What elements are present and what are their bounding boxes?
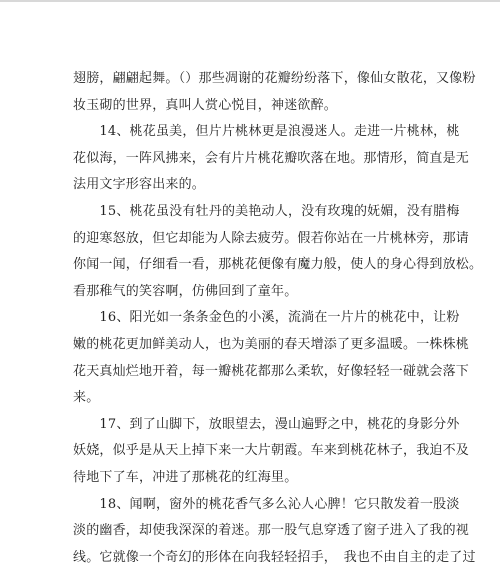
text-line: 花天真灿烂地开着，每一瓣桃花都那么柔软，好像轻轻一碰就会落下 (73, 359, 427, 386)
text-line: 待地下了车，冲进了那桃花的红海里。 (73, 465, 427, 492)
text-line: 线。它就像一个奇幻的形体在向我轻轻招手， 我也不由自主的走了过 (73, 545, 427, 571)
paragraph-14 (73, 119, 427, 199)
text-line: 妖娆，似乎是从天上掉下来一大片朝霞。车来到桃花林子，我迫不及 (73, 438, 427, 465)
text-line: 18、闻啊，窗外的桃花香气多么沁人心脾！它只散发着一股淡 (73, 492, 427, 519)
paragraph-fragment-intro (73, 66, 427, 119)
article-body (73, 66, 427, 571)
text-line: 看那稚气的笑容啊，仿佛回到了童年。 (73, 279, 427, 306)
text-line: 法用文字形容出来的。 (73, 172, 427, 199)
text-line: 14、桃花虽美，但片片桃林更是浪漫迷人。走进一片桃林，桃 (73, 119, 427, 146)
paragraph-17 (73, 412, 427, 492)
text-line: 你闻一闻，仔细看一看，那桃花便像有魔力般，使人的身心得到放松。 (73, 252, 427, 279)
paragraph-16 (73, 305, 427, 411)
text-line: 嫩的桃花更加鲜美动人，也为美丽的春天增添了更多温暖。一株株桃 (73, 332, 427, 359)
text-line: 16、阳光如一条条金色的小溪，流淌在一片片的桃花中，让粉 (73, 305, 427, 332)
text-line: 的迎寒怒放，但它却能为人除去疲劳。假若你站在一片桃林旁，那请 (73, 226, 427, 253)
text-line: 来。 (73, 385, 427, 412)
paragraph-15 (73, 199, 427, 305)
text-line: 妆玉砌的世界，真叫人赏心悦目，神迷欲醉。 (73, 93, 427, 120)
text-line: 花似海，一阵风拂来，会有片片桃花瓣吹落在地。那情形，简直是无 (73, 146, 427, 173)
top-divider (0, 0, 500, 2)
paragraph-18 (73, 492, 427, 571)
text-line: 翅膀，翩翩起舞。（）那些凋谢的花瓣纷纷落下，像仙女散花，又像粉 (73, 66, 427, 93)
text-line: 15、桃花虽没有牡丹的美艳动人，没有玫瑰的妩媚，没有腊梅 (73, 199, 427, 226)
text-line: 17、到了山脚下，放眼望去，漫山遍野之中，桃花的身影分外 (73, 412, 427, 439)
text-line: 淡的幽香，却使我深深的着迷。那一股气息穿透了窗子进入了我的视 (73, 518, 427, 545)
